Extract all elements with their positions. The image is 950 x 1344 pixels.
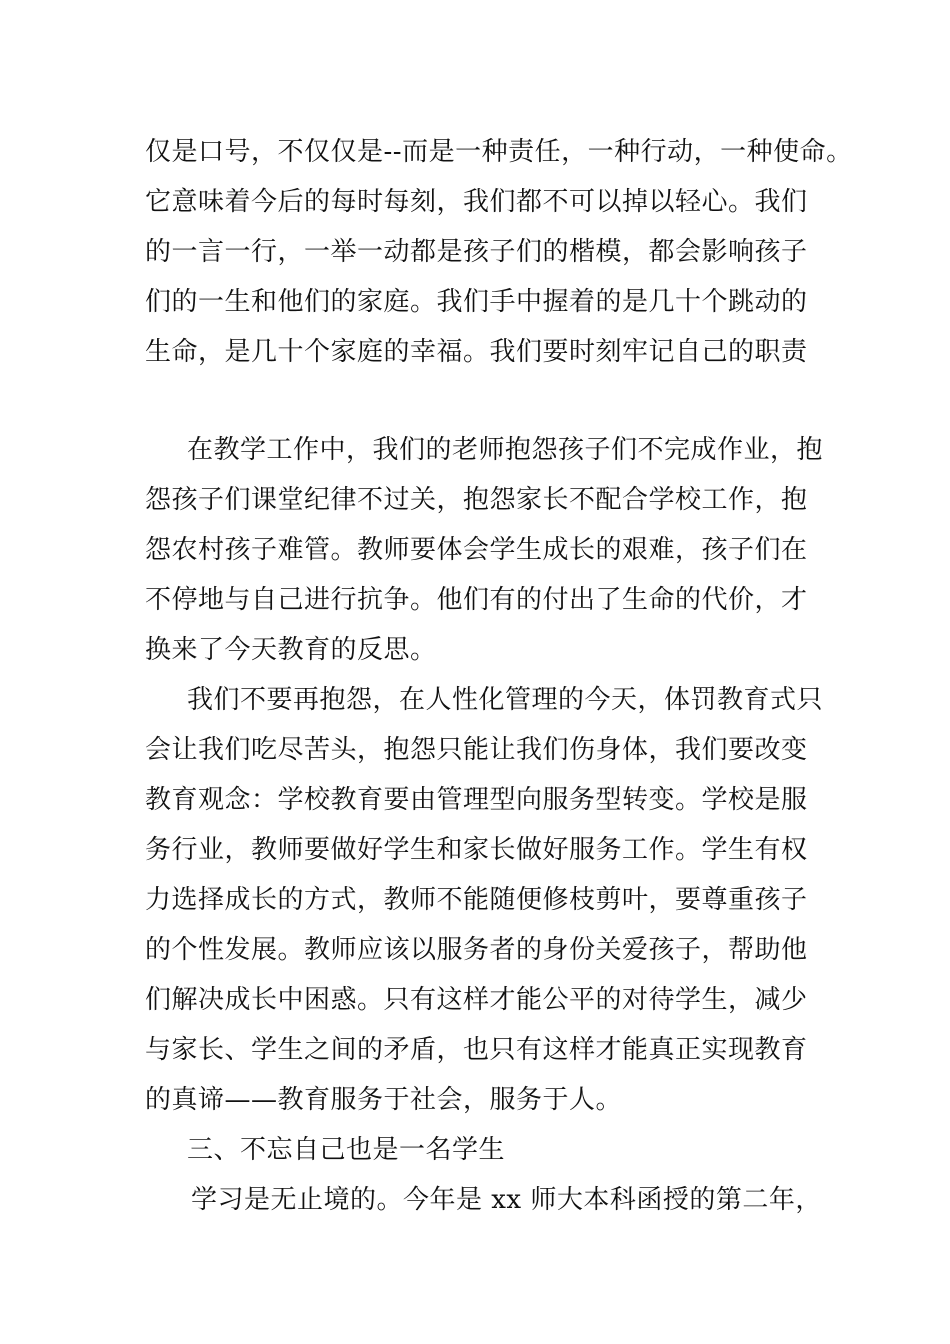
paragraph-start-line: 在教学工作中，我们的老师抱怨孩子们不完成作业，抱 — [187, 435, 824, 465]
text-line: 会让我们吃尽苦头，抱怨只能让我们伤身体，我们要改变 — [145, 735, 808, 765]
section-heading: 三、不忘自己也是一名学生 — [187, 1135, 506, 1165]
text-line: 教育观念：学校教育要由管理型向服务型转变。学校是服 — [145, 785, 808, 815]
paragraph-start-line: 学习是无止境的。今年是 xx 师大本科函授的第二年， — [191, 1185, 822, 1215]
text-line: 怨农村孩子难管。教师要体会学生成长的艰难，孩子们在 — [145, 535, 808, 565]
text-line: 们解决成长中困惑。只有这样才能公平的对待学生，减少 — [145, 985, 808, 1015]
text-line: 不停地与自己进行抗争。他们有的付出了生命的代价，才 — [145, 585, 808, 615]
text-line: 们的一生和他们的家庭。我们手中握着的是几十个跳动的 — [145, 287, 808, 317]
text-line: 它意味着今后的每时每刻，我们都不可以掉以轻心。我们 — [145, 187, 808, 217]
text-line: 务行业，教师要做好学生和家长做好服务工作。学生有权 — [145, 835, 808, 865]
paragraph-start-line: 我们不要再抱怨，在人性化管理的今天，体罚教育式只 — [187, 685, 824, 715]
text-line: 生命，是几十个家庭的幸福。我们要时刻牢记自己的职责 — [145, 337, 808, 367]
text-line: 与家长、学生之间的矛盾，也只有这样才能真正实现教育 — [145, 1035, 808, 1065]
text-line: 换来了今天教育的反思。 — [145, 635, 437, 665]
text-line: 力选择成长的方式，教师不能随便修枝剪叶，要尊重孩子 — [145, 885, 808, 915]
text-line: 怨孩子们课堂纪律不过关，抱怨家长不配合学校工作，抱 — [145, 485, 808, 515]
text-line: 仅是口号，不仅仅是--而是一种责任，一种行动，一种使命。 — [145, 137, 853, 167]
text-line: 的一言一行，一举一动都是孩子们的楷模，都会影响孩子 — [145, 237, 808, 267]
text-line: 的真谛——教育服务于社会，服务于人。 — [145, 1085, 623, 1115]
text-line: 的个性发展。教师应该以服务者的身份关爱孩子，帮助他 — [145, 935, 808, 965]
